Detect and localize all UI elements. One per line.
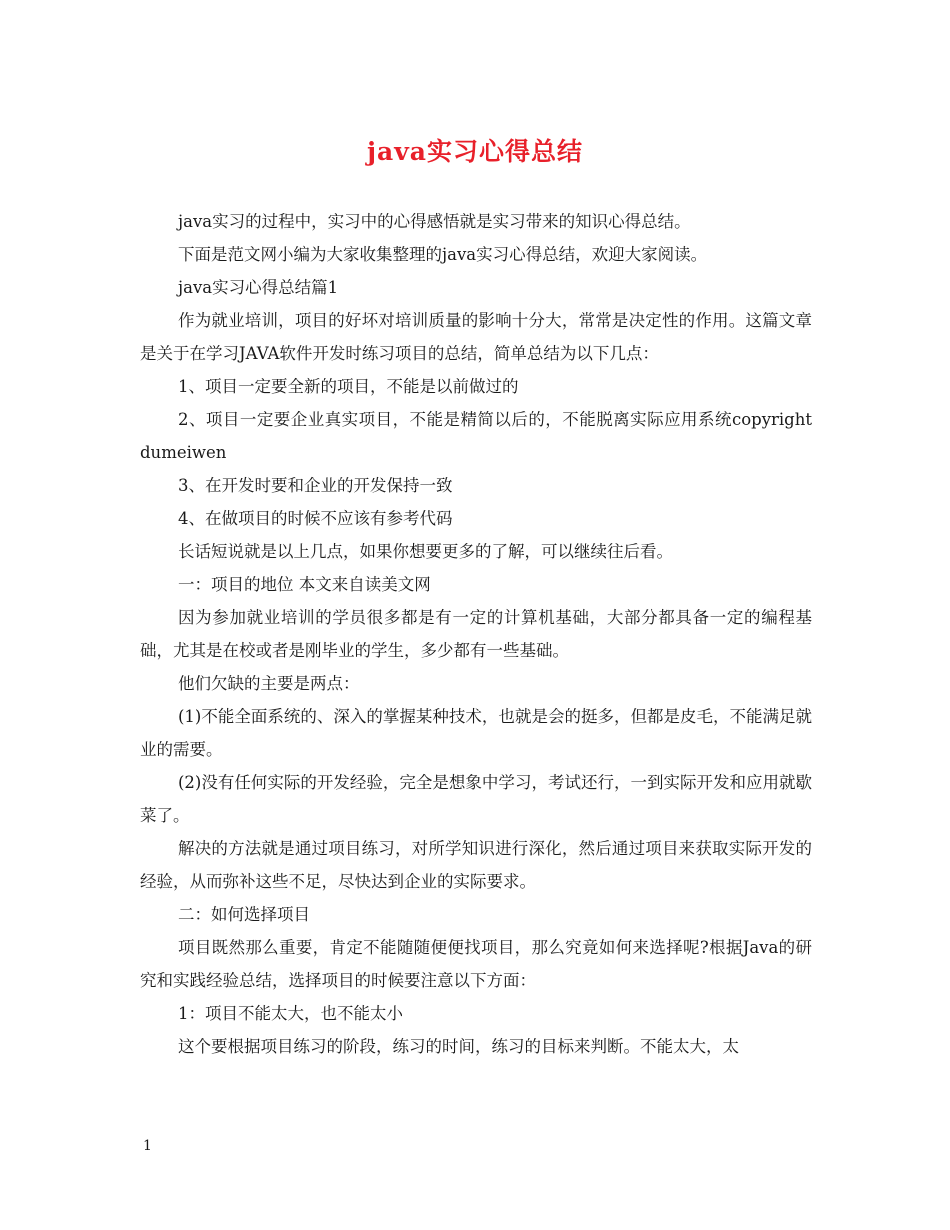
document-body — [140, 205, 812, 1063]
list-item: 1、项目一定要全新的项目，不能是以前做过的 — [178, 377, 519, 396]
paragraph: 解决的方法就是通过项目练习，对所学知识进行深化，然后通过项目来获取实际开发的经验，从而弥补这些不足，尽快达到企业的实际要求。 — [140, 839, 812, 891]
section-heading: 一：项目的地位 本文来自读美文网 — [178, 575, 431, 594]
paragraph: 长话短说就是以上几点，如果你想要更多的了解，可以继续往后看。 — [178, 542, 673, 561]
paragraph: 项目既然那么重要，肯定不能随随便便找项目，那么究竟如何来选择呢?根据Java的研究和实践经验总结，选择项目的时候要注意以下方面： — [140, 938, 812, 990]
list-item: 3、在开发时要和企业的开发保持一致 — [178, 476, 453, 495]
paragraph: 他们欠缺的主要是两点： — [178, 674, 360, 693]
list-item: (1)不能全面系统的、深入的掌握某种技术，也就是会的挺多，但都是皮毛，不能满足就业的需要。 — [140, 707, 812, 759]
list-item: (2)没有任何实际的开发经验，完全是想象中学习，考试还行，一到实际开发和应用就歇菜了。 — [140, 773, 812, 825]
paragraph: 这个要根据项目练习的阶段，练习的时间，练习的目标来判断。不能太大，太 — [178, 1037, 739, 1056]
section-heading: java实习心得总结篇1 — [178, 278, 339, 297]
list-item: 4、在做项目的时候不应该有参考代码 — [178, 509, 453, 528]
section-heading: 二：如何选择项目 — [178, 905, 310, 924]
page-number: 1 — [143, 1138, 152, 1154]
paragraph: 下面是范文网小编为大家收集整理的java实习心得总结，欢迎大家阅读。 — [178, 245, 708, 264]
list-item: 1：项目不能太大，也不能太小 — [178, 1004, 403, 1023]
paragraph: 作为就业培训，项目的好坏对培训质量的影响十分大，常常是决定性的作用。这篇文章是关于在学习JAVA软件开发时练习项目的总结，简单总结为以下几点： — [140, 311, 812, 363]
list-item: 2、项目一定要企业真实项目，不能是精简以后的，不能脱离实际应用系统copyright dumeiwen — [140, 410, 812, 462]
paragraph: 因为参加就业培训的学员很多都是有一定的计算机基础，大部分都具备一定的编程基础，尤其是在校或者是刚毕业的学生，多少都有一些基础。 — [140, 608, 812, 660]
document-title: java实习心得总结 — [367, 137, 583, 166]
paragraph: java实习的过程中，实习中的心得感悟就是实习带来的知识心得总结。 — [178, 212, 691, 231]
